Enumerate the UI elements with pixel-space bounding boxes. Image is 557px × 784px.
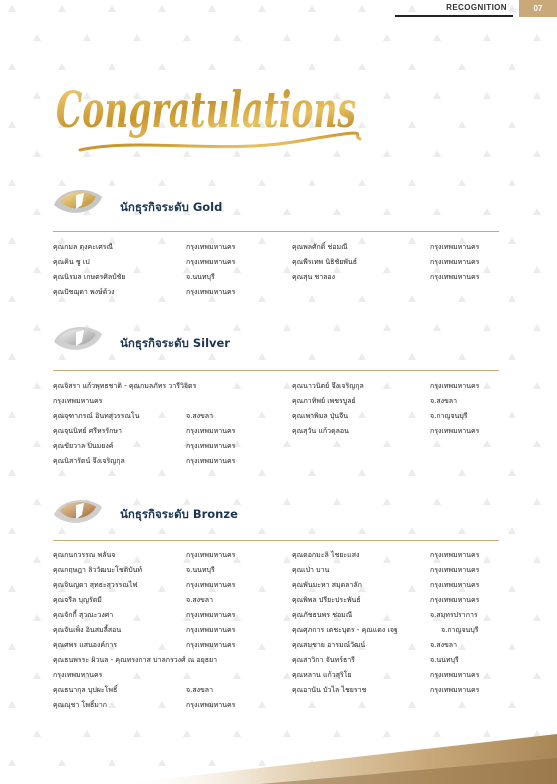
bronze-province: จ.กาญจนบุรี (441, 626, 479, 634)
bronze-name: คุณเป่า บาน (292, 566, 330, 574)
bronze-province: กรุงเทพมหานคร (186, 581, 236, 589)
silver-province: จ.กาญจนบุรี (430, 412, 468, 420)
gold-name: คุณกมล ตุงคะเศรณี (53, 243, 114, 251)
congratulations-text: Congratulations (56, 80, 356, 139)
bronze-name: คุณกฤษฎา ลิววัฒนะโชติบันท์ (53, 566, 143, 574)
bronze-province: กรุงเทพมหานคร (430, 686, 480, 694)
bronze-province: กรุงเทพมหานคร (430, 551, 480, 559)
bronze-province: จ.สงขลา (430, 641, 458, 649)
silver-name: คุณจุฑาภรณ์ อินทสุวรรณโน (53, 412, 140, 420)
bronze-province: กรุงเทพมหานคร (430, 596, 480, 604)
silver-heading: นักธุรกิจระดับ Silver (120, 336, 230, 350)
bronze-name: คุณจรีล บุญรัตมี (53, 596, 102, 604)
bronze-province: จ.สงขลา (186, 596, 214, 604)
gold-name: คุณพลศักดิ์ ช่อมณี (292, 243, 348, 251)
silver-rule (53, 370, 499, 371)
silver-name: คุณจิสรา แก้วพุทธชาติ - คุณกมลภัทร วารีวิจิตร (53, 382, 197, 390)
silver-name: คุณนาวนิตย์ จึงเจริญกุล (292, 382, 364, 390)
silver-province: กรุงเทพมหานคร (186, 427, 236, 435)
bronze-name: คุณดอกมะลิ ไชยะแสง (292, 551, 360, 559)
bronze-province: จ.นนทบุรี (430, 656, 459, 664)
silver-name: คุณเพาพิมล ปุ่นจีน (292, 412, 348, 420)
silver-province: กรุงเทพมหานคร (186, 442, 236, 450)
bronze-province: กรุงเทพมหานคร (430, 566, 480, 574)
bronze-name: คุณพันมะหา สมุดลาลัก (292, 581, 362, 589)
bronze-province: กรุงเทพมหานคร (430, 671, 480, 679)
gold-name: คุณสุน ชาลอง (292, 273, 336, 281)
bronze-rule (53, 540, 499, 541)
gold-name: คุณคิน ชู เป (53, 258, 90, 266)
bronze-name: คุณหลาน แก้วสุริโย (292, 671, 352, 679)
gold-province: กรุงเทพมหานคร (430, 273, 480, 281)
gold-province: กรุงเทพมหานคร (186, 258, 236, 266)
bronze-province: จ.นนทบุรี (186, 566, 215, 574)
header-rule (395, 15, 513, 17)
bronze-province: กรุงเทพมหานคร (430, 581, 480, 589)
gold-province: กรุงเทพมหานคร (430, 243, 480, 251)
silver-name: คุณภาทิพย์ เพชรบูลย์ (292, 397, 356, 405)
bronze-province: กรุงเทพมหานคร (186, 551, 236, 559)
congratulations-title (50, 55, 370, 165)
header-bar (395, 0, 557, 17)
bronze-name: คุณศพร แสนองค์การ (53, 641, 118, 649)
bronze-name: คุณสาวิกา จันทร์ธารี (292, 656, 355, 664)
bronze-name: คุณธนากุล บุปผะโพธิ์ (53, 686, 118, 694)
bronze-name: คุณกนกวรรณ พลันจ (53, 551, 116, 559)
footer-gold-band (0, 714, 557, 784)
silver-province: กรุงเทพมหานคร (430, 427, 480, 435)
bronze-name: คุณธนพรระ ผิวนล - คุณทรงกาส บาลกรวงศ์ ณ อยุธยา (53, 656, 218, 664)
bronze-province: กรุงเทพมหานคร (186, 611, 236, 619)
silver-name: คุณนิสารัตน์ จึงเจริญกุล (53, 457, 125, 465)
bronze-name: คุณอานัน บัวไล ไชยราช (292, 686, 367, 694)
page-number: 07 (519, 0, 557, 17)
gold-name: คุณปัชฌุดา พงษ์ด้วง (53, 288, 115, 296)
silver-province: จ.สงขลา (430, 397, 458, 405)
section-label: RECOGNITION (446, 3, 507, 12)
bronze-name: คุณจักกี้ สุวณะวงศา (53, 611, 114, 619)
bronze-name: คุณพิพล ปรียะประพันธ์ (292, 596, 361, 604)
silver-province: จ.สงขลา (186, 412, 214, 420)
gold-name: คุณพีรเทพ นิธิชัยพันธ์ (292, 258, 357, 266)
bronze-heading: นักธุรกิจระดับ Bronze (120, 507, 238, 521)
gold-heading: นักธุรกิจระดับ Gold (120, 200, 223, 214)
gold-medal-icon (50, 183, 112, 223)
silver-name: คุณขัยวาล ปิ่นมยงค์ (53, 442, 114, 450)
bronze-name: คุณสมชาย อารมณ์วัฒน์ (292, 641, 366, 649)
bronze-name: คุณณุชา โพธิ์มาก (53, 701, 108, 709)
silver-name: คุณจุนนิทย์ ศรีหรรักษา (53, 427, 122, 435)
gold-province: จ.นนทบุรี (186, 273, 215, 281)
silver-name: กรุงเทพมหานคร (53, 397, 103, 405)
gold-name: คุณนิรมล เกษตรศิลป์ชัย (53, 273, 126, 281)
bronze-medal-icon (50, 493, 112, 533)
bronze-province: จ.สงขลา (186, 686, 214, 694)
gold-province: กรุงเทพมหานคร (186, 243, 236, 251)
bronze-name: คุณศุภการ เตชะบุตร - คุณแดง เจฐ (292, 626, 398, 634)
silver-province: กรุงเทพมหานคร (430, 382, 480, 390)
bronze-name: คุณจันเพ็ง อินสมลี้สอน (53, 626, 122, 634)
bronze-province: กรุงเทพมหานคร (186, 641, 236, 649)
bronze-province: จ.สมุทรปราการ (430, 611, 478, 619)
silver-province: กรุงเทพมหานคร (186, 457, 236, 465)
bronze-province: กรุงเทพมหานคร (186, 701, 236, 709)
bronze-name: กรุงเทพมหานคร (53, 671, 103, 679)
bronze-name: คุณภัชธนพร ช่อมณี (292, 611, 353, 619)
silver-medal-icon (50, 320, 112, 360)
bronze-province: กรุงเทพมหานคร (186, 626, 236, 634)
gold-rule (53, 231, 499, 232)
gold-province: กรุงเทพมหานคร (430, 258, 480, 266)
gold-province: กรุงเทพมหานคร (186, 288, 236, 296)
silver-name: คุณสุวัน แก้วดุลอน (292, 427, 349, 435)
bronze-name: คุณจินญดา สุทธะสุวรรณไฟ (53, 581, 138, 589)
